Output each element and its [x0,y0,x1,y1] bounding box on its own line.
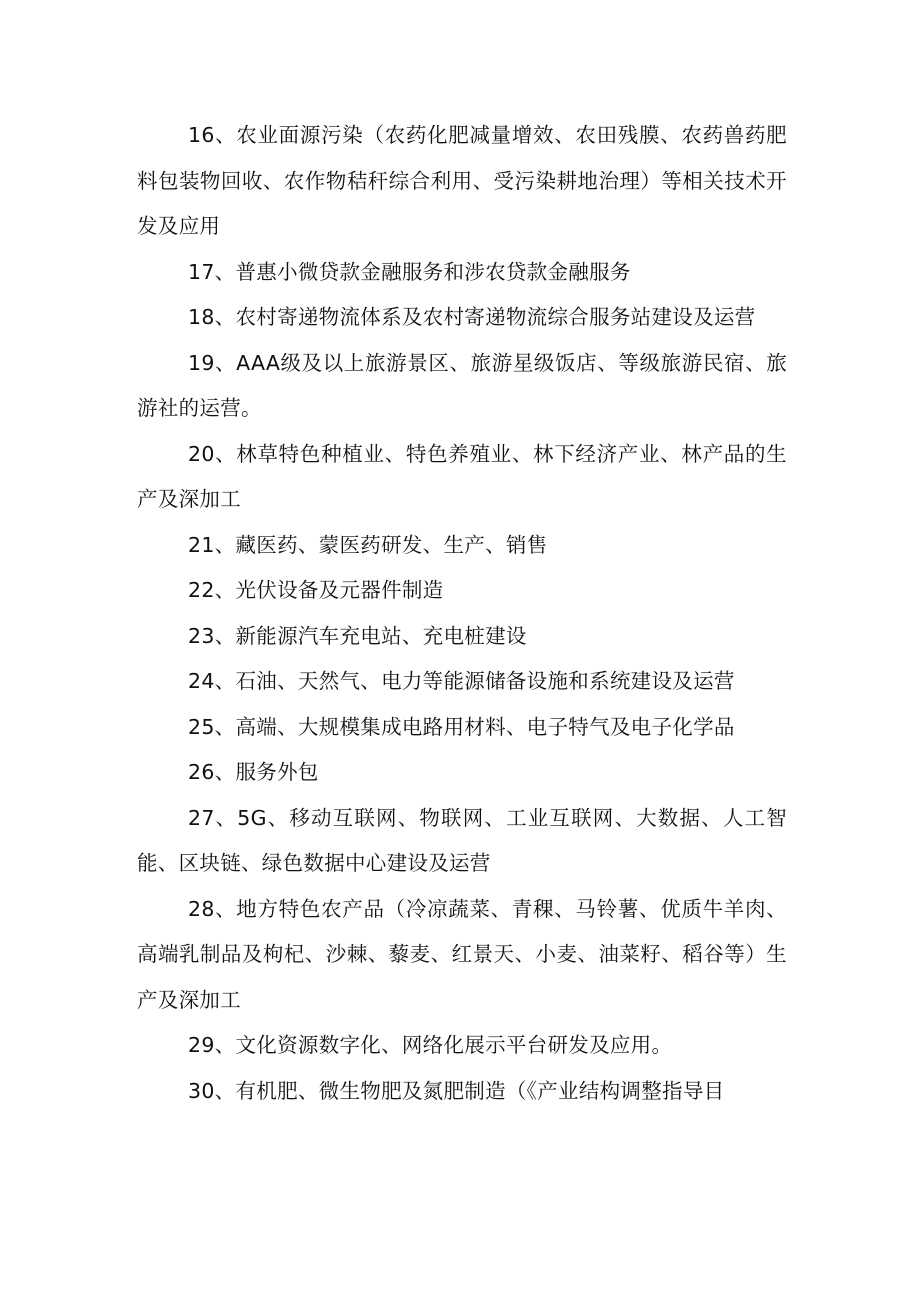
list-item-30: 30、有机肥、微生物肥及氮肥制造（《产业结构调整指导目 [188,1078,725,1103]
list-item-29: 29、文化资源数字化、网络化展示平台研发及应用。 [188,1033,673,1057]
list-item-24: 24、石油、天然气、电力等能源储备设施和系统建设及运营 [188,669,735,693]
list-item-27: 27、5G、移动互联网、物联网、工业互联网、大数据、人工智能、区块链、绿色数据中心建设及运营 [137,805,787,875]
list-item-18: 18、农村寄递物流体系及农村寄递物流综合服务站建设及运营 [188,305,756,329]
list-item-19: 19、AAA级及以上旅游景区、旅游星级饭店、等级旅游民宿、旅游社的运营。 [137,350,787,420]
list-item-25: 25、高端、大规模集成电路用材料、电子特气及电子化学品 [188,714,735,739]
list-item-26: 26、服务外包 [188,760,319,784]
list-item-28: 28、地方特色农产品（冷凉蔬菜、青稞、马铃薯、优质牛羊肉、高端乳制品及枸杞、沙棘、藜麦、红景天、小麦、油菜籽、稻谷等）生产及深加工 [137,896,787,1012]
list-item-17: 17、普惠小微贷款金融服务和涉农贷款金融服务 [188,259,631,284]
list-item-21: 21、藏医药、蒙医药研发、生产、销售 [188,532,548,557]
list-item-20: 20、林草特色种植业、特色养殖业、林下经济产业、林产品的生产及深加工 [137,441,787,511]
list-item-16: 16、农业面源污染（农药化肥减量增效、农田残膜、农药兽药肥料包装物回收、农作物秸秆综合利用、受污染耕地治理）等相关技术开发及应用 [137,123,787,238]
list-item-23: 23、新能源汽车充电站、充电桩建设 [188,623,527,648]
list-item-22: 22、光伏设备及元器件制造 [188,578,444,602]
document-body [137,113,787,1114]
